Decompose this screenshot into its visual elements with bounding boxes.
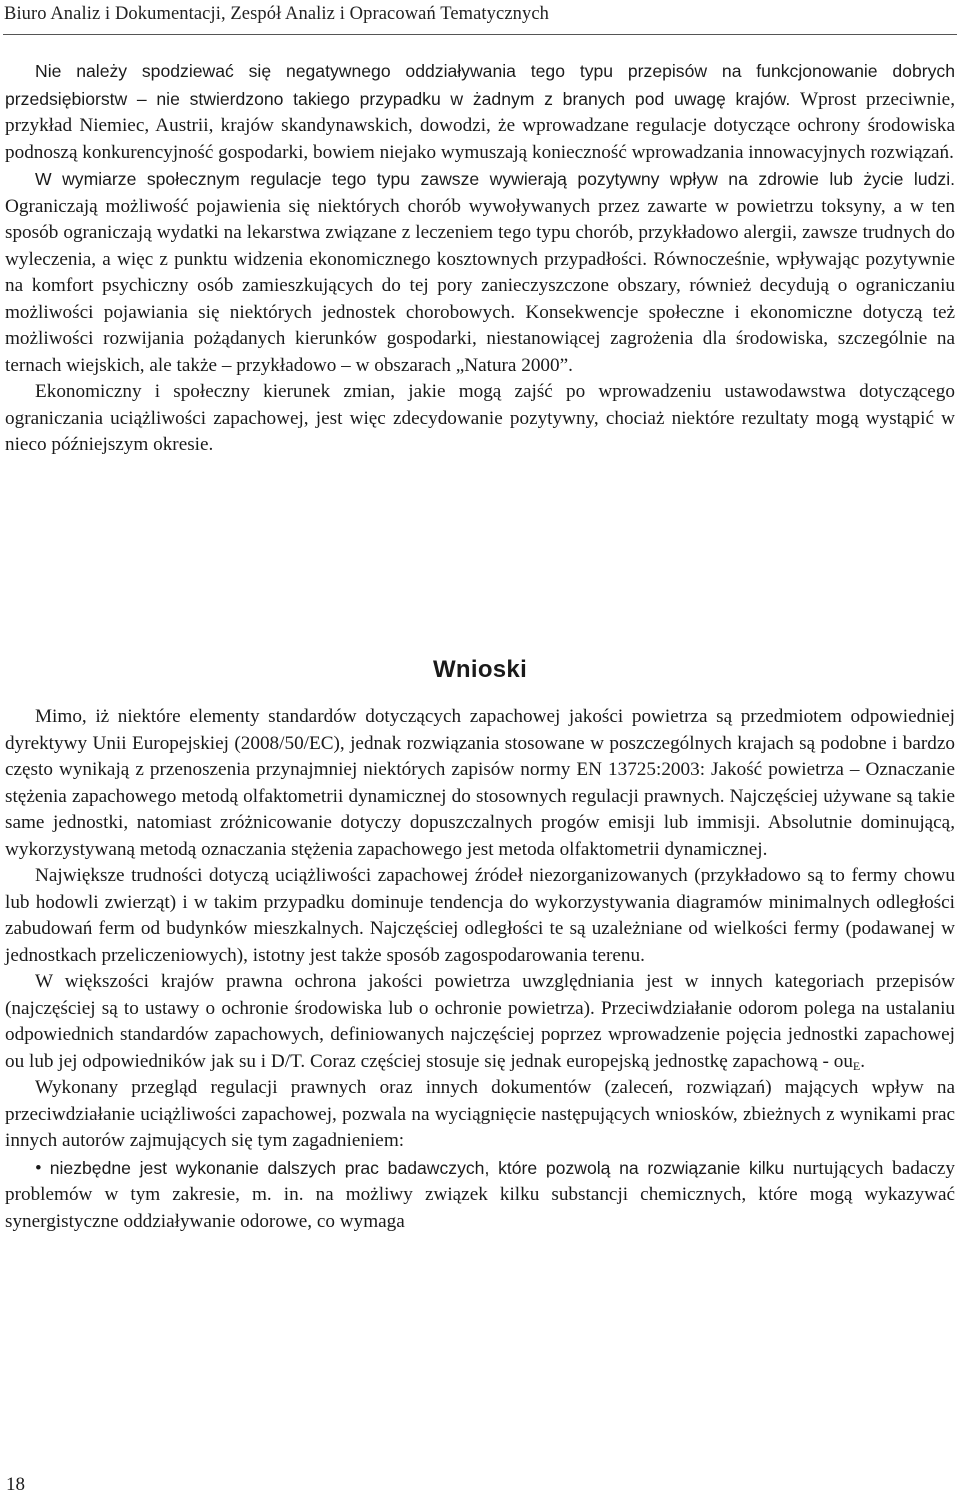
paragraph: Ekonomiczny i społeczny kierunek zmian, jakie mogą zajść po wprowadzeniu ustawodawstwa dotyczącego ograniczania uciążliwości zapachowej, jest więc zdecydowanie pozytywny, chociaż niektóre rezultaty mogą wystąpić w nieco późniejszym okresie.: [5, 381, 955, 455]
paragraph-run: Nie należy spodziewać się negatywnego oddziaływania tego typu przepisów na funkcjonowanie dobrych przedsiębiorstw – nie stwierdzono takiego przypadku w żadnym z branych pod uwagę krajów.: [5, 61, 955, 109]
header-rule: [3, 34, 957, 35]
paragraph: [5, 166, 955, 379]
bullet-icon: •: [35, 1157, 42, 1179]
paragraph-run: nurtujących badaczy problemów w tym zakresie, m. in. na możliwy związek kilku substancji chemicznych, które mogą wykazywać synergistyczne oddziaływanie odorowe, co wymaga: [5, 1157, 955, 1232]
paragraph-run: Wprost przeciwnie, przykład Niemiec, Austrii, krajów skandynawskich, dowodzi, że wprowadzane regulacje dotyczące ochrony środowiska podnoszą konkurencyjność gospodarki, bowiem niejako wymuszają konieczność wprowadzania innowacyjnych rozwiązań.: [5, 88, 955, 163]
paragraph-run: W wymiarze społecznym regulacje tego typu zawsze wywierają pozytywny wpływ na zdrowie lub życie ludzi.: [35, 169, 955, 189]
running-header: Biuro Analiz i Dokumentacji, Zespół Analiz i Opracowań Tematycznych: [4, 4, 550, 24]
section-heading: Wnioski: [432, 656, 528, 683]
paragraph: Największe trudności dotyczą uciążliwości zapachowej źródeł niezorganizowanych (przykładowo są to fermy chowu lub hodowli zwierząt) i w takim przypadku dominuje tendencja do wykorzystywania diagramów minimalnych odległości zabudowań ferm od budynków mieszkalnych. Najczęściej odległości te są uzależniane od wielkości fermy (podawanej w jednostkach przeliczeniowych), istotny jest także sposób zagospodarowania terenu.: [5, 865, 955, 966]
body-text-conclusions: [5, 704, 955, 1235]
paragraph: [5, 969, 955, 1075]
paragraph-run: niezbędne jest wykonanie dalszych prac badawczych, które pozwolą na rozwiązanie kilku: [49, 1157, 793, 1178]
paragraph: Mimo, iż niektóre elementy standardów dotyczących zapachowej jakości powietrza są przedmiotem odpowiedniej dyrektywy Unii Europejskiej (2008/50/EC), jednak rozwiązania stosowane w poszczególnych krajach są podobne i bardzo często wynikają z przenoszenia przynajmniej niektórych zapisów normy EN 13725:2003: Jakość powietrza – Oznaczanie stężenia zapachowego metodą olfaktometrii dynamicznej do stosownych regulacji prawnych. Najczęściej używane są takie same jednostki, natomiast zróżnicowanie dotyczy dopuszczalnych progów emisji lub immisji. Absolutnie dominującą, wykorzystywaną metodą oznaczania stężenia zapachowego jest metoda olfaktometrii dynamicznej.: [5, 706, 955, 860]
paragraph-run: Ograniczają możliwość pojawienia się niektórych chorób wywoływanych przez zawarte w powietrzu toksyny, a w ten sposób ograniczają wydatki na lekarstwa związane z leczeniem tego typu chorób, przykładowo alergii, zawsze trudnych do wyleczenia, a więc z punktu widzenia ekonomicznego kosztownych przypadłości. Równocześnie, wpływając pozytywnie na komfort psychiczny osób zamieszkujących do tej pory zanieczyszczone obszary, również decydują o ograniczaniu możliwości pojawiania się niektórych jednostek chorobowych. Konsekwencje społeczne i ekonomiczne dotyczą też możliwości rozwijania pożądanych kierunków gospodarki, niestanowiącej zagrożenia dla środowiska, szczególnie na ternach wiejskich, ale także – przykładowo – w obszarach „Natura 2000”.: [5, 195, 955, 376]
subscript: E: [852, 1058, 861, 1073]
paragraph-run: .: [860, 1050, 866, 1072]
page-number: 18: [6, 1474, 25, 1495]
body-text-top: [5, 58, 955, 459]
paragraph: Wykonany przegląd regulacji prawnych oraz innych dokumentów (zaleceń, rozwiązań) mających wpływ na przeciwdziałanie uciążliwości zapachowej, pozwala na wyciągnięcie następujących wniosków, zbieżnych z wynikami prac innych autorów zajmujących się tym zagadnieniem:: [5, 1077, 955, 1151]
paragraph-run: W większości krajów prawna ochrona jakości powietrza uwzględniania jest w innych kategoriach przepisów (najczęściej są to ustawy o ochronie środowiska lub o ochronie powietrza). Przeciwdziałanie odorom polega na ustalaniu odpowiednich standardów zapachowych, definiowanych najczęściej poprzez wprowadzenie pojęcia jednostki zapachowej ou lub jej odpowiedników jak su i D/T. Coraz częściej stosuje się jednak europejską jednostkę zapachową - ou: [5, 971, 955, 1072]
bullet-list-item: [5, 1155, 955, 1236]
paragraph: [5, 58, 955, 166]
